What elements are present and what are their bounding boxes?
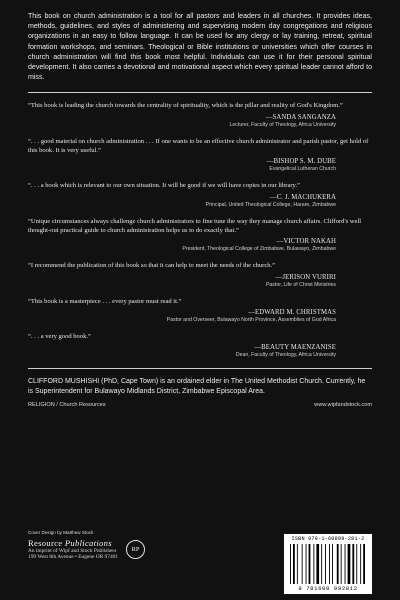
endorsement-quote: “I recommend the publication of this book so that it can help to meet the needs of the church.” — [28, 262, 276, 270]
publisher-logo-icon: RP — [126, 540, 145, 559]
endorser-affiliation: Evangelical Lutheran Church — [269, 166, 336, 173]
barcode-number: 9 781608 992812 — [298, 585, 358, 592]
endorsement — [28, 101, 372, 128]
endorser-affiliation: Principal, United Theological College, Harare, Zimbabwe — [205, 201, 336, 208]
endorsement-quote: “Unique circumstances always challenge church administrators to fine tune the way they manage church affairs. Clifford's well thought-out practical guide to church administration helps us to do exactly that.” — [28, 217, 362, 234]
endorser-name: —JERISON VURIRI — [275, 273, 336, 281]
publisher-imprint: An imprint of Wipf and Stock Publishers — [28, 548, 117, 554]
publisher-name: Resource Publications — [28, 538, 112, 548]
endorser-affiliation: Pastor, Life of Christ Ministries — [265, 281, 336, 288]
endorsement — [28, 297, 372, 324]
endorser-affiliation: Dean, Faculty of Theology, Africa University — [235, 352, 336, 359]
book-description: This book on church administration is a tool for all pastors and leaders in all churches. It provides ideas, methods, guidelines, and styles of administering and supervising modern day congregations and religious organizations in an easy to follow language. It can be used for any clergy or lay training, retreat, spiritual formation workshops, and seminars. Theological or Bible institutions or universities which offer courses in church administration will find this book most helpful. Individuals can use it for their personal spiritual development. It also carries a devotional and motivational aspect which every spiritual leader cannot afford to miss. — [28, 13, 372, 82]
endorsements-list — [28, 101, 372, 359]
endorser-name: —VICTOR NAKAH — [276, 238, 336, 246]
cover-design-credit: Cover Design by Matthew Stock — [28, 530, 94, 535]
endorser-name: —C. J. MACHUKERA — [269, 193, 336, 201]
endorsement-quote: “. . . a book which is relevant to our own situation. It will be good if we will have copies in our library.” — [28, 182, 300, 190]
publisher-info — [28, 530, 145, 561]
endorsement-quote: “. . . a very good book.” — [28, 332, 91, 340]
endorsement-quote: “This book is a masterpiece . . . every pastor must read it.” — [28, 297, 182, 305]
endorsement — [28, 332, 372, 359]
endorser-name: —BISHOP S. M. DUBE — [266, 158, 336, 166]
divider-top — [28, 92, 372, 93]
barcode-icon — [290, 544, 366, 584]
back-cover — [28, 12, 372, 408]
endorser-name: —SANDA SANGANZA — [265, 113, 336, 121]
category-label: RELIGION / Church Resources — [28, 402, 106, 409]
endorsement-quote: “This book is leading the church towards the centrality of spirituality, which is the pillar and reality of God's Kingdom.” — [28, 102, 343, 110]
endorser-affiliation: Lecturer, Faculty of Theology, Africa University — [229, 121, 336, 128]
publisher-website: www.wipfandstock.com — [314, 402, 372, 409]
endorsement — [28, 261, 372, 288]
divider-bottom — [28, 368, 372, 369]
barcode-label — [284, 534, 372, 594]
publisher-address: 199 West 8th Avenue • Eugene OR 97401 — [28, 554, 119, 561]
endorsement — [28, 217, 372, 254]
endorsement-quote: “. . . good material on church administration . . . If one wants to be an effective church administrator and parish pastor, get hold of this book. It is very useful.” — [28, 137, 369, 155]
endorser-name: —BEAUTY MAENZANISE — [254, 344, 336, 352]
endorser-affiliation: President, Theological College of Zimbabwe, Bulawayo, Zimbabwe — [182, 246, 336, 253]
endorsement — [28, 137, 372, 174]
author-bio: CLIFFORD MUSHISHI (PhD, Cape Town) is an ordained elder in The United Methodist Church. Currently, he is Superintendent for Bulawayo Midlands District, Zimbabwe Episcopal Area. — [28, 378, 366, 395]
endorsement — [28, 181, 372, 208]
endorser-affiliation: Pastor and Overseer, Bulawayo North Province, Assemblies of God Africa — [166, 316, 336, 323]
endorser-name: —EDWARD M. CHRISTMAS — [248, 308, 336, 316]
isbn-text: ISBN 978-1-60899-281-2 — [291, 536, 365, 542]
